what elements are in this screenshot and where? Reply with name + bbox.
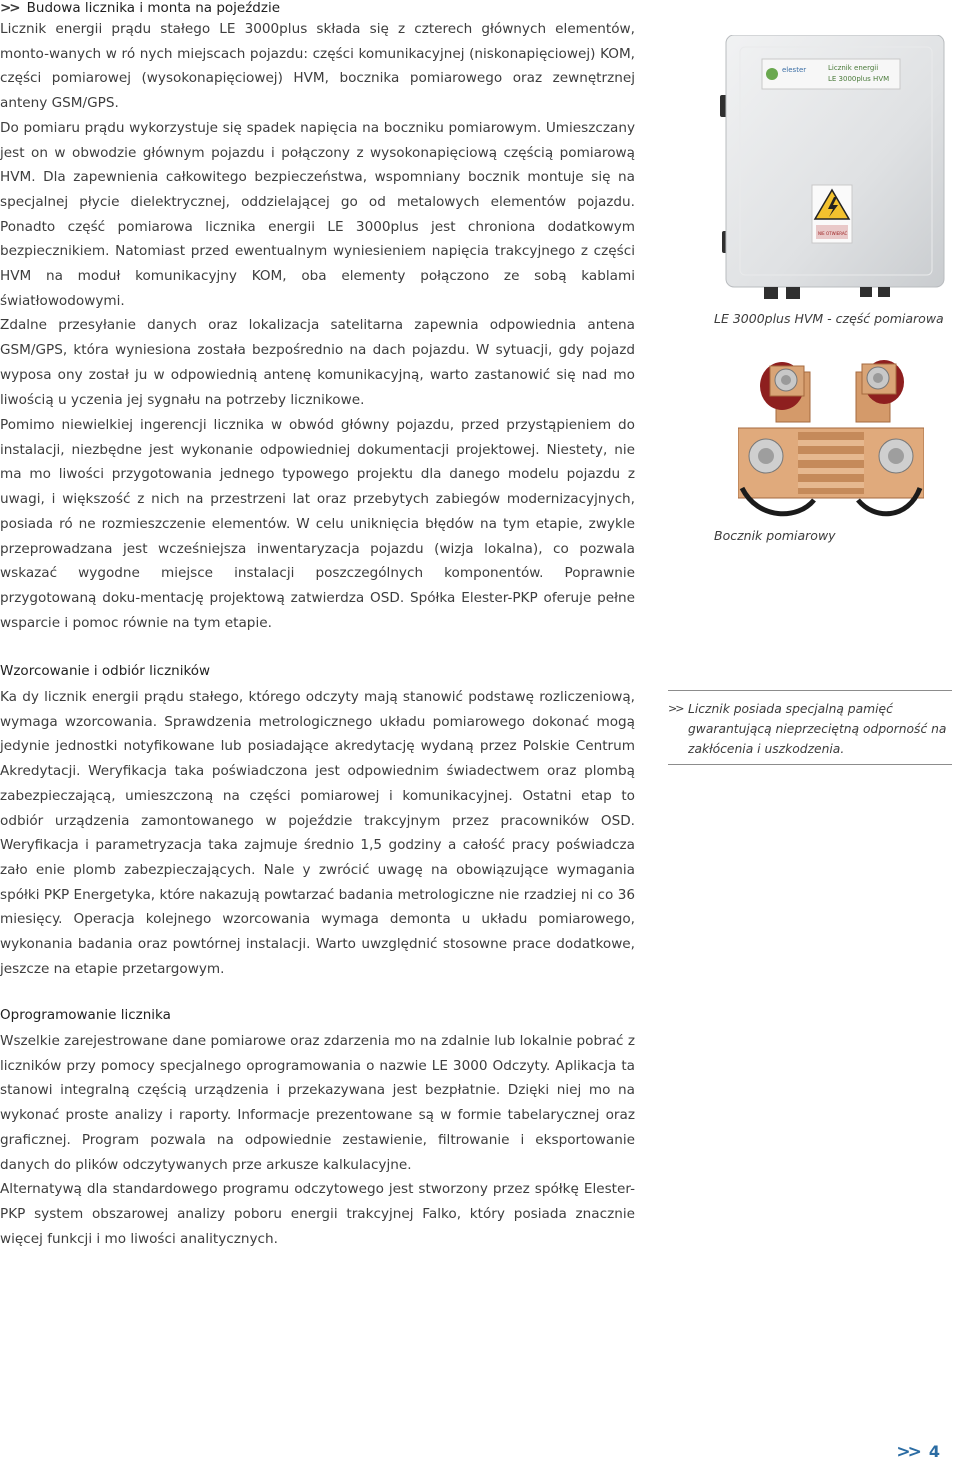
side-note-text: Licznik posiada specjalną pamięć gwarantującą nieprzeciętną odporność na zakłócenia i uszkodzenia.: [688, 702, 947, 756]
chevron-right-icon: >>: [896, 1442, 919, 1462]
chevron-right-icon: >>: [0, 0, 19, 16]
section-body-oprogramowanie: [0, 1029, 635, 1251]
paragraph: Do pomiaru prądu wykorzystuje się spadek napięcia na boczniku pomiarowym. Umieszczany jest on w obwodzie głównym pojazdu i połączony z wysokonapięciową częścią pomiarową HVM. Dla zapewnienia całkowitego bezpieczeństwa, wspomniany bocznik montuje się na specjalnej płycie dielektrycznej, oddzielającej go od metalowych elementów pojazdu. Ponadto część pomiarowa licznika energii LE 3000plus jest chroniona dodatkowym bezpiecznikiem. Natomiast przed ewentualnym wyniesieniem napięcia trakcyjnego z części HVM na moduł komunikacyjny KOM, oba elementy połączono ze sobą kablami światłowodowymi.: [0, 119, 635, 309]
page-number: [896, 1442, 940, 1462]
chevron-right-icon: >>: [668, 702, 683, 715]
paragraph: Zdalne przesyłanie danych oraz lokalizacja satelitarna zapewnia odpowiednia antena GSM/GPS, która wyniesiona została bezpośrednio na dach pojazdu. W sytuacji, gdy pojazd wyposa ony został ju w odpowiednią antenę komunikacyjną, warto zastanowić się nad mo liwością u yczenia jej sygnału na potrzeby licznikowe.: [0, 317, 635, 408]
caption-shunt: Bocznik pomiarowy: [714, 528, 836, 543]
section-title-budowa: >> Budowa licznika i monta na pojeździe: [0, 0, 281, 16]
paragraph: Ka dy licznik energii prądu stałego, którego odczyty mają stanowić podstawę rozliczeniową, wymaga wzorcowania. Sprawdzenia metrologicznego układu pomiarowego dokonać mogą jedynie jednostki notyfikowane lub posiadające akredytację wydaną przez Polskie Centrum Akredytacji. Weryfikacja taka poświadczona jest odpowiednim świadectwem oraz plombą zabezpieczającą, umieszczoną na części pomiarowej i komunikacyjnej. Ostatni etap to odbiór urządzenia zamontowanego w pojeździe trakcyjnym przez pracowników OSD. Weryfikacja i parametryzacja taka zajmuje średnio 1,5 godziny a całość pracy poświadcza zało enie plomb zabezpieczających. Nale y zwrócić uwagę na obowiązujące wymagania spółki PKP Energetyka, które nakazują powtarzać badania metrologiczne nie rzadziej ni co 36 miesięcy. Operacja kolejnego wzorcowania wymaga demonta u układu pomiarowego, wykonania badania oraz powtórnej instalacji. Warto uwzględnić stosowne prace dodatkowe, jeszcze na etapie przetargowym.: [0, 689, 635, 977]
section-body-budowa-b: [0, 413, 635, 635]
hvm-logo-text: elester: [782, 66, 807, 74]
shunt-photo: [738, 360, 924, 525]
caption-hvm: LE 3000plus HVM - część pomiarowa: [714, 311, 944, 326]
paragraph: Wszelkie zarejestrowane dane pomiarowe oraz zdarzenia mo na zdalnie lub lokalnie pobrać z liczników przy pomocy specjalnego oprogramowania o nazwie LE 3000 Odczyty. Aplikacja ta stanowi integralną częścią urządzenia i przekazywana jest bezpłatnie. Dzięki niej mo na wykonać proste analizy i raporty. Informacje prezentowane są w formie tabelarycznej oraz graficznej. Program pozwala na odpowiednie zestawienie, filtrowanie i eksportowanie danych do plików odczytywanych prze arkusze kalkulacyjne.: [0, 1033, 635, 1173]
paragraph: Alternatywą dla standardowego programu odczytowego jest stworzony przez spółkę Elester-PKP system obszarowej analizy poboru energii trakcyjnej Falko, który posiada znacznie więcej funkcji i mo liwości analitycznych.: [0, 1181, 635, 1247]
section-title-wzorcowanie: Wzorcowanie i odbiór liczników: [0, 663, 211, 679]
hvm-label-line2: LE 3000plus HVM: [828, 75, 890, 83]
hvm-sticker-text: NIE OTWIERAĆ: [818, 231, 848, 236]
hvm-label-line1: Licznik energii: [828, 64, 879, 72]
section-body-budowa-a: [0, 17, 635, 412]
side-note: [668, 690, 952, 765]
paragraph: Pomimo niewielkiej ingerencji licznika w obwód główny pojazdu, przed przystąpieniem do instalacji, niezbędne jest wykonanie odpowiedniej dokumentacji projektowej. Niestety, nie ma mo liwości przygotowania jednego typowego projektu dla danego modelu pojazdu z uwagi, i większość z nich na przestrzeni lat oraz przebytych zabiegów modernizacyjnych, posiada ró ne rozmieszczenie elementów. W celu uniknięcia błędów na tym etapie, zwykle przeprowadzana jest wcześniejsza inwentaryzacja pojazdu (wizja lokalna), co pozwala wskazać wygodne miejsce instalacji poszczególnych komponentów. Poprawnie przygotowaną doku-mentację projektową zatwierdza OSD. Spółka Elester-PKP oferuje pełne wsparcie i pomoc równie na tym etapie.: [0, 417, 635, 631]
page-number-value: 4: [928, 1442, 940, 1461]
paragraph: Licznik energii prądu stałego LE 3000plus składa się z czterech głównych elementów, monto-wanych w ró nych miejscach pojazdu: części komunikacyjnej (niskonapięciowej) KOM, części pomiarowej (wysokonapięciowej) HVM, bocznika pomiarowego oraz zewnętrznej anteny GSM/GPS.: [0, 21, 635, 112]
section-title-oprogramowanie: Oprogramowanie licznika: [0, 1007, 171, 1023]
hvm-device-photo: [718, 35, 948, 305]
section-body-wzorcowanie: [0, 685, 635, 981]
